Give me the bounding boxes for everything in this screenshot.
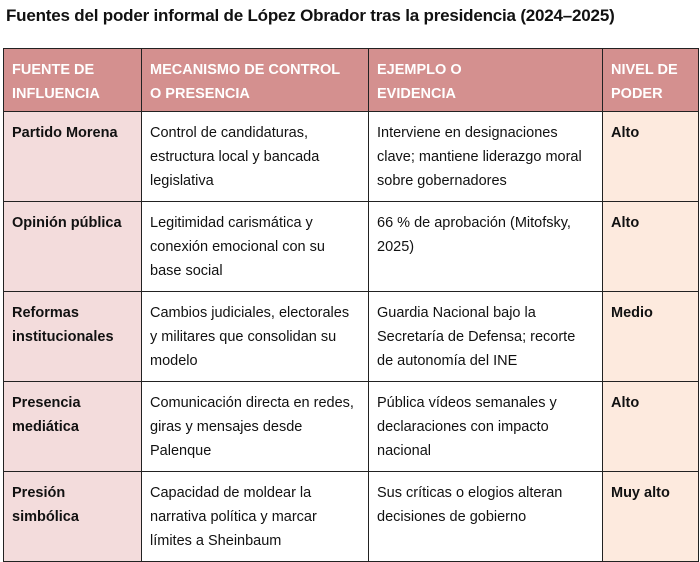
power-level-cell: Alto — [603, 202, 699, 292]
header-ejemplo: EJEMPLO O EVIDENCIA — [369, 49, 603, 112]
evidence-cell: 66 % de aprobación (Mitofsky, 2025) — [369, 202, 603, 292]
mechanism-cell: Capacidad de moldear la narrativa política y marcar límites a Sheinbaum — [142, 472, 369, 562]
evidence-cell: Interviene en designaciones clave; mantiene liderazgo moral sobre gobernadores — [369, 112, 603, 202]
source-cell: Reformas institucionales — [4, 292, 142, 382]
evidence-cell: Sus críticas o elogios alteran decisiones de gobierno — [369, 472, 603, 562]
header-nivel: NIVEL DE PODER — [603, 49, 699, 112]
power-level-cell: Muy alto — [603, 472, 699, 562]
mechanism-cell: Comunicación directa en redes, giras y mensajes desde Palenque — [142, 382, 369, 472]
mechanism-cell: Legitimidad carismática y conexión emocional con su base social — [142, 202, 369, 292]
evidence-cell: Pública vídeos semanales y declaraciones con impacto nacional — [369, 382, 603, 472]
power-level-cell: Alto — [603, 382, 699, 472]
source-cell: Partido Morena — [4, 112, 142, 202]
table-row — [4, 202, 699, 292]
header-fuente: FUENTE DE INFLUENCIA — [4, 49, 142, 112]
table-row — [4, 112, 699, 202]
page-title: Fuentes del poder informal de López Obrador tras la presidencia (2024–2025) — [6, 6, 615, 25]
header-mecanismo: MECANISMO DE CONTROL O PRESENCIA — [142, 49, 369, 112]
source-cell: Presencia mediática — [4, 382, 142, 472]
table-row — [4, 382, 699, 472]
source-cell: Presión simbólica — [4, 472, 142, 562]
power-level-cell: Medio — [603, 292, 699, 382]
table-row — [4, 472, 699, 562]
mechanism-cell: Control de candidaturas, estructura local y bancada legislativa — [142, 112, 369, 202]
evidence-cell: Guardia Nacional bajo la Secretaría de Defensa; recorte de autonomía del INE — [369, 292, 603, 382]
power-level-cell: Alto — [603, 112, 699, 202]
mechanism-cell: Cambios judiciales, electorales y militares que consolidan su modelo — [142, 292, 369, 382]
source-cell: Opinión pública — [4, 202, 142, 292]
table-row — [4, 292, 699, 382]
header-row — [4, 49, 699, 112]
power-sources-table — [3, 48, 699, 562]
